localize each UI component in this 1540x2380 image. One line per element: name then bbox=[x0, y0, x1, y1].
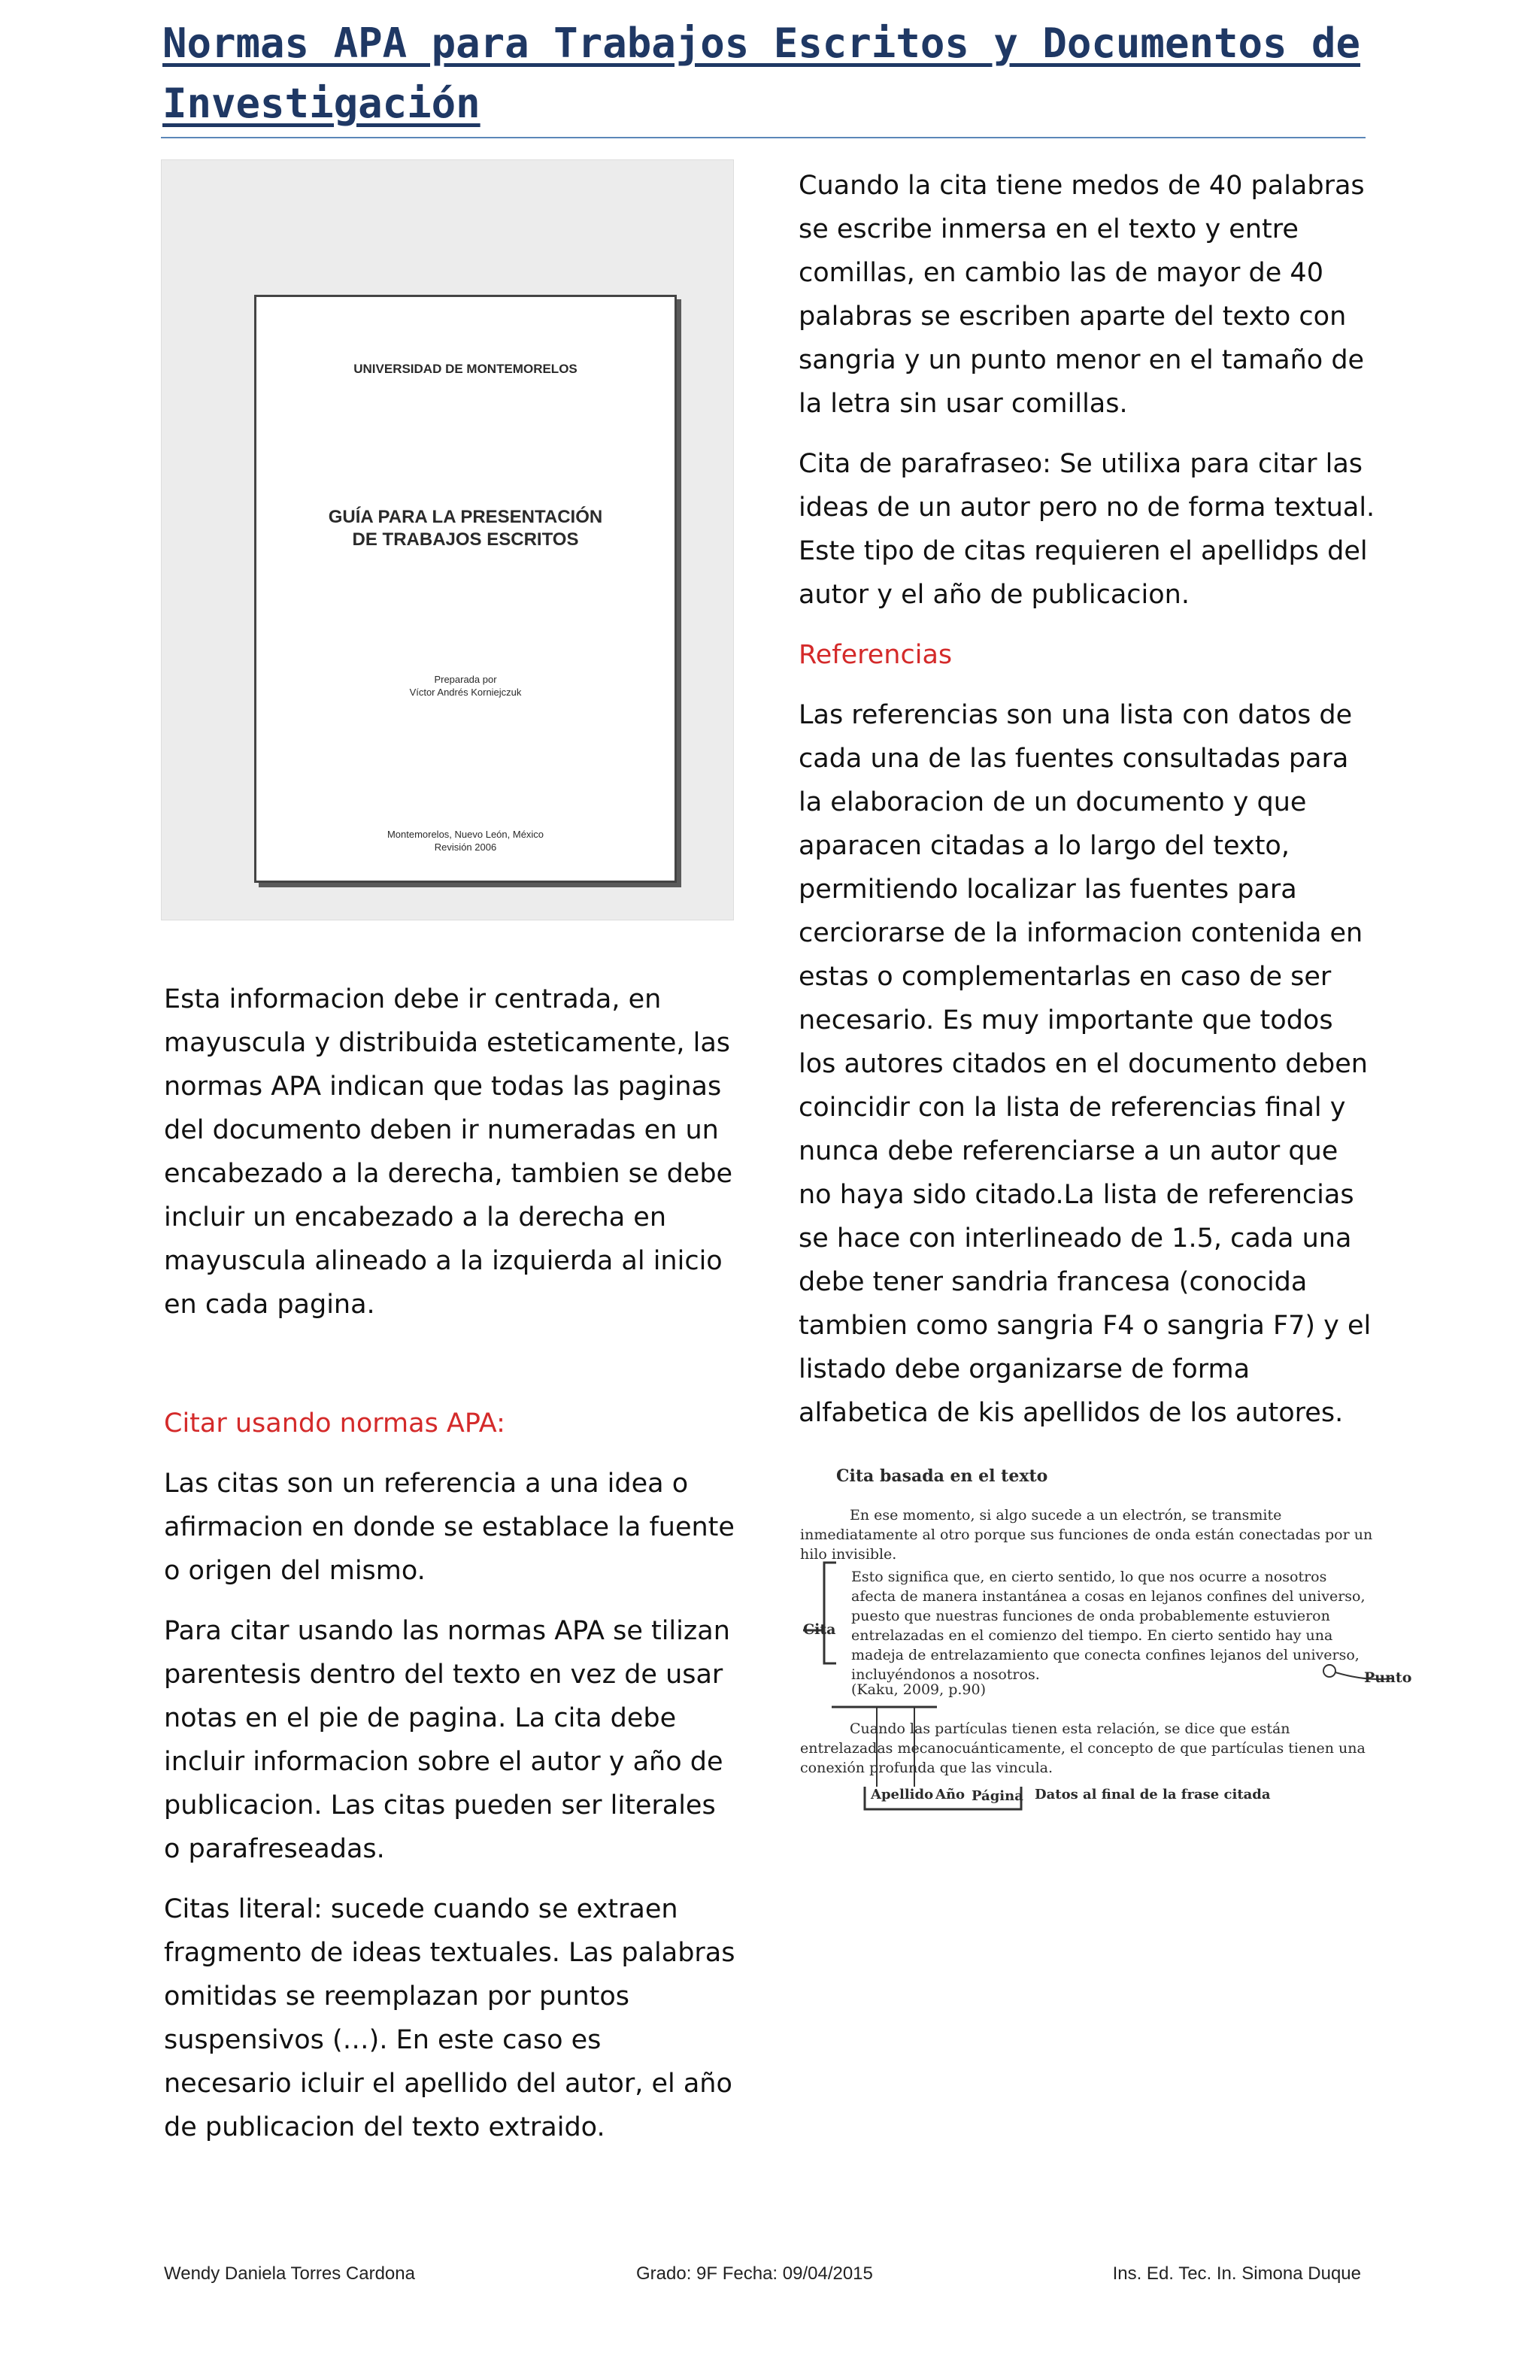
label-punto: Punto bbox=[1364, 1669, 1412, 1686]
figure-heading: Cita basada en el texto bbox=[836, 1466, 1048, 1486]
cover-title-line2: DE TRABAJOS ESCRITOS bbox=[352, 529, 579, 550]
figure-intro: En ese momento, si algo sucede a un electrón, se transmite inmediatamente al otro porque sus funciones de onda están conectadas por un hilo invisible. bbox=[800, 1507, 1373, 1563]
paragraph-length: Cuando la cita tiene medos de 40 palabras se escribe inmersa en el texto y entre comillas, en cambio las de mayor de 40 palabras se escriben aparte del texto con sangria y un punto menor en el tamaño de la letra sin usar comillas. bbox=[799, 171, 1365, 419]
cover-title-line1: GUÍA PARA LA PRESENTACIÓN bbox=[328, 507, 603, 527]
paragraph-format: Esta informacion debe ir centrada, en mayuscula y distribuida esteticamente, las normas APA indican que todas las paginas del documento deben ir numeradas en un encabezado a la derecha, tambien se debe incluir un encabezado a la derecha en mayuscula alineado a la izquierda al inicio en cada pagina. bbox=[164, 984, 733, 1320]
figure-after: Cuando las partículas tienen esta relación, se dice que están entrelazadas mecanocuánticamente, el concepto de que partículas tienen una conexión profunda que las vincula. bbox=[800, 1721, 1366, 1776]
label-cita: Cita bbox=[803, 1621, 836, 1638]
label-datos: Datos al final de la frase citada bbox=[1035, 1787, 1271, 1802]
paragraph-literal: Citas literal: sucede cuando se extraen fragmento de ideas textuales. Las palabras omitidas se reemplazan por puntos suspensivos (…). En este caso es necesario icluir el apellido del autor, el año de publicacion del texto extraido. bbox=[164, 1894, 735, 2142]
cover-revision: Revisión 2006 bbox=[434, 841, 497, 853]
page-footer bbox=[164, 2263, 1361, 2294]
footer-author: Wendy Daniela Torres Cardona bbox=[164, 2263, 415, 2284]
cover-sheet bbox=[254, 295, 677, 883]
footer-grade: Grado: 9F Fecha: 09/04/2015 bbox=[636, 2263, 873, 2284]
cover-prepared-by: Preparada por bbox=[434, 674, 497, 685]
paragraph-parafraseo: Cita de parafraseo: Se utilixa para citar las ideas de un autor pero no de forma textual. Este tipo de citas requieren el apellidps del autor y el año de publicacion. bbox=[799, 449, 1375, 610]
page-title: Normas APA para Trabajos Escritos y Documentos de Investigación bbox=[162, 20, 1361, 127]
label-ano: Año bbox=[935, 1787, 966, 1802]
cover-university: UNIVERSIDAD DE MONTEMORELOS bbox=[353, 362, 578, 376]
cover-location: Montemorelos, Nuevo León, México bbox=[387, 829, 544, 840]
title-divider bbox=[161, 137, 1366, 138]
footer-school: Ins. Ed. Tec. In. Simona Duque bbox=[1112, 2263, 1361, 2284]
right-column bbox=[799, 164, 1378, 1451]
cover-title bbox=[256, 506, 675, 551]
left-column-bottom bbox=[164, 1402, 735, 2166]
heading-citar: Citar usando normas APA: bbox=[164, 1408, 505, 1439]
cover-author: Víctor Andrés Korniejczuk bbox=[409, 687, 522, 698]
cover-place bbox=[256, 828, 675, 853]
paragraph-referencias: Las referencias son una lista con datos de cada una de las fuentes consultadas para la elaboracion de un documento y que aparacen citadas a lo largo del texto, permitiendo localizar las fuentes para cerciorarse de la informacion contenida en estas o complementarlas en caso de ser necesario. Es muy importante que todos los autores citados en el documento deben coincidir con la lista de referencias final y nunca debe referenciarse a un autor que no haya sido citado.La lista de referencias se hace con interlineado de 1.5, cada una debe tener sandria francesa (conocida tambien como sangria F4 o sangria F7) y el listado debe organizarse de forma alfabetica de kis apellidos de los autores. bbox=[799, 700, 1372, 1428]
citation-figure bbox=[787, 1456, 1411, 1832]
paragraph-parentesis: Para citar usando las normas APA se tilizan parentesis dentro del texto en vez de usar notas en el pie de pagina. La cita debe incluir informacion sobre el autor y año de publicacion. Las citas pueden ser literales o parafreseadas. bbox=[164, 1616, 730, 1864]
paragraph-citas: Las citas son un referencia a una idea o afirmacion en donde se establace la fuente o origen del mismo. bbox=[164, 1469, 735, 1586]
heading-referencias: Referencias bbox=[799, 640, 953, 670]
label-apellido: Apellido bbox=[871, 1787, 934, 1802]
figure-quote: Esto significa que, en cierto sentido, lo que nos ocurre a nosotros afecta de manera instantánea a cosas en lejanos confines del universo, puesto que nuestras funciones de onda probablemente estuvieron entrelazadas en el comienzo del tiempo. En cierto sentido hay una madeja de entrelazamiento que conecta confines lejanos del universo, incluyéndonos a nosotros. bbox=[851, 1569, 1366, 1683]
label-pagina: Página bbox=[972, 1788, 1023, 1804]
figure-source: (Kaku, 2009, p.90) bbox=[851, 1681, 986, 1698]
left-column-top bbox=[164, 978, 735, 1343]
cover-prepared bbox=[256, 673, 675, 699]
